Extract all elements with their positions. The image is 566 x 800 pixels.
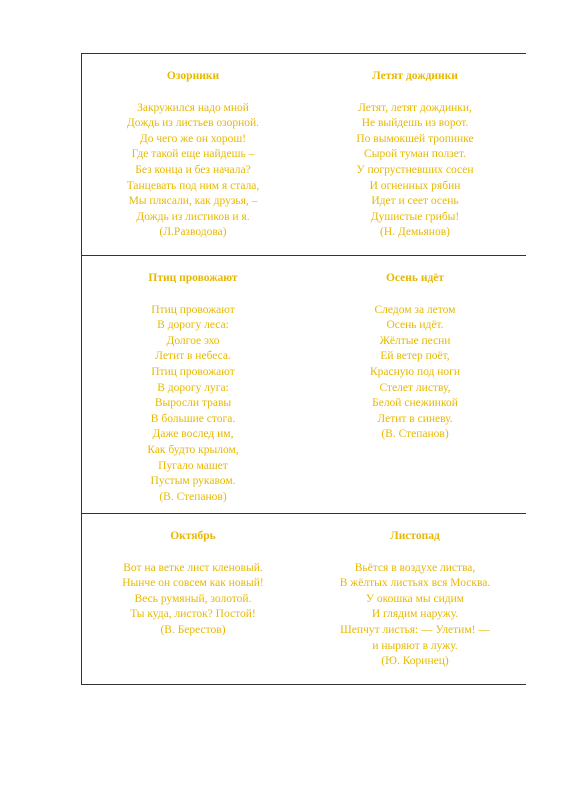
poem-line: Долгое эхо [166, 334, 220, 347]
poem-line: Пустым рукавом. [150, 475, 236, 488]
poem-line: Душистые грибы! [370, 210, 460, 223]
poem-row [82, 256, 526, 514]
poem-line: В большие стога. [150, 412, 236, 425]
poem-line: Не выйдешь из ворот. [361, 117, 469, 130]
poem-line: Ей ветер поёт, [380, 350, 450, 363]
poem-line: Ты куда, листок? Постой! [130, 608, 256, 621]
poem-line: И огненных рябин [369, 179, 461, 192]
poem-line: Мы плясали, как друзья, – [128, 195, 258, 208]
poem-line: Как будто крылом, [147, 443, 239, 456]
poem-line: Осень идёт. [386, 319, 444, 332]
poem-author: (Л.Разводова) [159, 226, 227, 239]
poem-line: Птиц провожают [151, 303, 235, 316]
poem-line: Танцевать под ним я стала, [126, 179, 260, 192]
poem-line: Стелет листву, [379, 381, 451, 394]
poem-line: Птиц провожают [151, 365, 235, 378]
poem-line: Пугало машет [158, 459, 228, 472]
poem-line: Идет и сеет осень [371, 195, 459, 208]
poem-line: Жёлтые песни [379, 334, 451, 347]
poem-card [304, 54, 526, 255]
poem-line: Вьётся в воздухе листва, [354, 561, 476, 574]
poem-author: (В. Степанов) [381, 428, 449, 441]
poem-author: (Н. Демьянов) [380, 226, 450, 239]
poem-title: Октябрь [170, 530, 216, 542]
poem-line: Белой снежинкой [372, 397, 458, 410]
poem-line: Без конца и без начала? [135, 163, 251, 176]
poem-line: Дождь из листьев озорной. [126, 117, 260, 130]
poem-line: До чего же он хорош! [139, 132, 247, 145]
poem-line: В дорогу леса: [157, 319, 229, 332]
poem-line: Вот на ветке лист кленовый. [123, 561, 263, 574]
poem-line: В жёлтых листьях вся Москва. [339, 577, 491, 590]
poem-line: Следом за летом [374, 303, 456, 316]
poem-line: Выросли травы [154, 397, 232, 410]
poem-line: Летит в небеса. [155, 350, 231, 363]
poem-line: Дождь из листиков и я. [136, 210, 250, 223]
poem-line: У окошка мы сидим [365, 592, 465, 605]
poem-line: Красную под ноги [369, 365, 461, 378]
poem-line: Летят, летят дождинки, [358, 101, 472, 114]
poem-line: Шепчут листья: — Улетим! — [340, 623, 490, 636]
poem-card [82, 256, 304, 513]
poem-title: Озорники [166, 70, 220, 82]
poem-line: Даже вослед им, [152, 428, 234, 441]
poem-row [82, 514, 526, 684]
poem-line: И глядим наружу. [371, 608, 459, 621]
poem-line: Сырой туман ползет. [364, 148, 466, 161]
poem-title: Осень идёт [385, 272, 445, 284]
poem-line: У погрустневших сосен [356, 163, 474, 176]
poem-line: Где такой еще найдешь – [131, 148, 255, 161]
poem-card [82, 514, 304, 684]
poem-title: Летят дождинки [372, 70, 458, 82]
poem-card [304, 256, 526, 513]
poem-line: Весь румяный, золотой. [134, 592, 252, 605]
poem-sheet [81, 53, 526, 685]
poem-title: Листопад [390, 530, 440, 542]
poem-card [304, 514, 526, 684]
poem-line: По вымокшей тропинке [356, 132, 474, 145]
poem-line: Нынче он совсем как новый! [122, 577, 264, 590]
poem-line: Летит в синеву. [377, 412, 453, 425]
poem-author: (В. Степанов) [159, 490, 227, 503]
poem-title: Птиц провожают [148, 272, 238, 284]
poem-card [82, 54, 304, 255]
poem-line: (Ю. Коринец) [381, 655, 449, 668]
poem-line: и ныряют в лужу. [372, 639, 458, 652]
poem-line: В дорогу луга: [157, 381, 229, 394]
poem-row [82, 54, 526, 256]
poem-author: (В. Берестов) [160, 623, 226, 636]
poem-line: Закружился надо мной [137, 101, 249, 114]
